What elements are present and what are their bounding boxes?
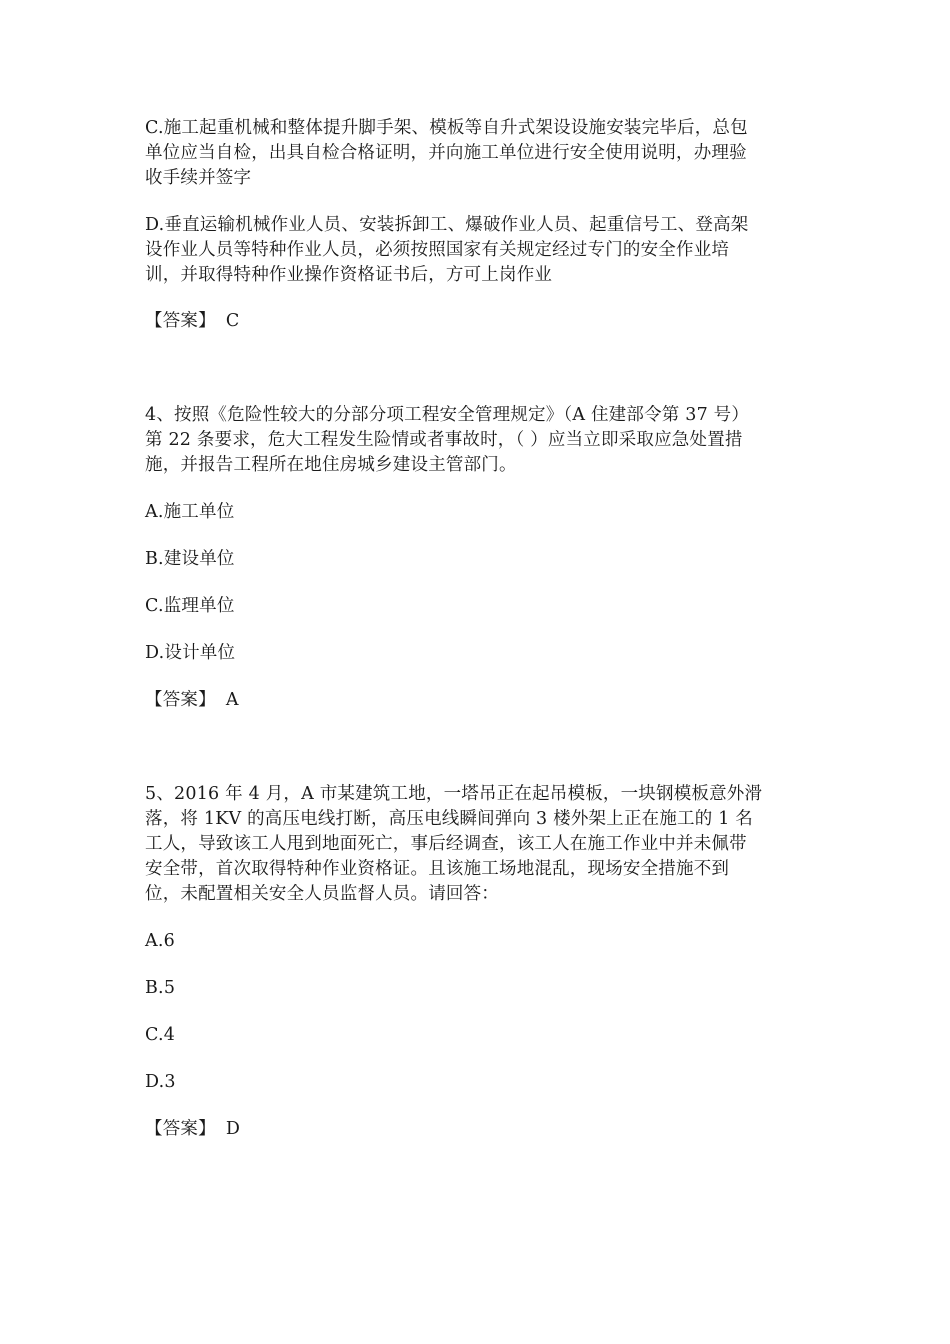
q5-option-c: C.4 bbox=[145, 1025, 176, 1045]
q4-stem-line-3: 施，并报告工程所在地住房城乡建设主管部门。 bbox=[145, 455, 517, 475]
q3-answer-value: C bbox=[225, 311, 240, 331]
q4-stem-line-2: 第 22 条要求，危大工程发生险情或者事故时，（ ）应当立即采取应急处置措 bbox=[145, 430, 743, 450]
q5-stem-line-5: 位，未配置相关安全人员监督人员。请回答： bbox=[145, 884, 499, 904]
q4-answer-value: A bbox=[225, 690, 239, 710]
q3-option-c-line-1: C.施工起重机械和整体提升脚手架、模板等自升式架设设施安装完毕后，总包 bbox=[145, 118, 748, 138]
q4-option-c: C.监理单位 bbox=[145, 596, 235, 616]
q5-option-d: D.3 bbox=[145, 1072, 176, 1092]
q3-answer-label: 【答案】 bbox=[145, 311, 216, 331]
q3-option-d-line-1: D.垂直运输机械作业人员、安装拆卸工、爆破作业人员、起重信号工、登高架 bbox=[145, 215, 749, 235]
q4-option-a: A.施工单位 bbox=[145, 502, 235, 522]
q4-stem-line-1: 4、按照《危险性较大的分部分项工程安全管理规定》（A 住建部令第 37 号） bbox=[145, 405, 750, 425]
q5-answer-value: D bbox=[225, 1119, 241, 1139]
q4-answer bbox=[145, 688, 239, 712]
q4-option-b: B.建设单位 bbox=[145, 549, 235, 569]
q4-option-d: D.设计单位 bbox=[145, 643, 236, 663]
q5-stem-line-2: 落，将 1KV 的高压电线打断，高压电线瞬间弹向 3 楼外架上正在施工的 1 名 bbox=[145, 809, 753, 829]
q3-answer bbox=[145, 309, 239, 333]
q5-stem-line-4: 安全带，首次取得特种作业资格证。且该施工场地混乱，现场安全措施不到 bbox=[145, 859, 730, 879]
q5-stem-line-3: 工人，导致该工人甩到地面死亡，事后经调查，该工人在施工作业中并未佩带 bbox=[145, 834, 747, 854]
q5-answer bbox=[145, 1117, 240, 1141]
q5-option-b: B.5 bbox=[145, 978, 176, 998]
q4-answer-label: 【答案】 bbox=[145, 690, 216, 710]
q5-option-a: A.6 bbox=[145, 931, 175, 951]
q3-option-c-line-2: 单位应当自检，出具自检合格证明，并向施工单位进行安全使用说明，办理验 bbox=[145, 143, 747, 163]
q3-option-d-line-3: 训，并取得特种作业操作资格证书后，方可上岗作业 bbox=[145, 265, 553, 285]
q5-answer-label: 【答案】 bbox=[145, 1119, 216, 1139]
q3-option-c-line-3: 收手续并签字 bbox=[145, 168, 252, 188]
q5-stem-line-1: 5、2016 年 4 月，A 市某建筑工地，一塔吊正在起吊模板，一块钢模板意外滑 bbox=[145, 784, 763, 804]
q3-option-d-line-2: 设作业人员等特种作业人员，必须按照国家有关规定经过专门的安全作业培 bbox=[145, 240, 730, 260]
